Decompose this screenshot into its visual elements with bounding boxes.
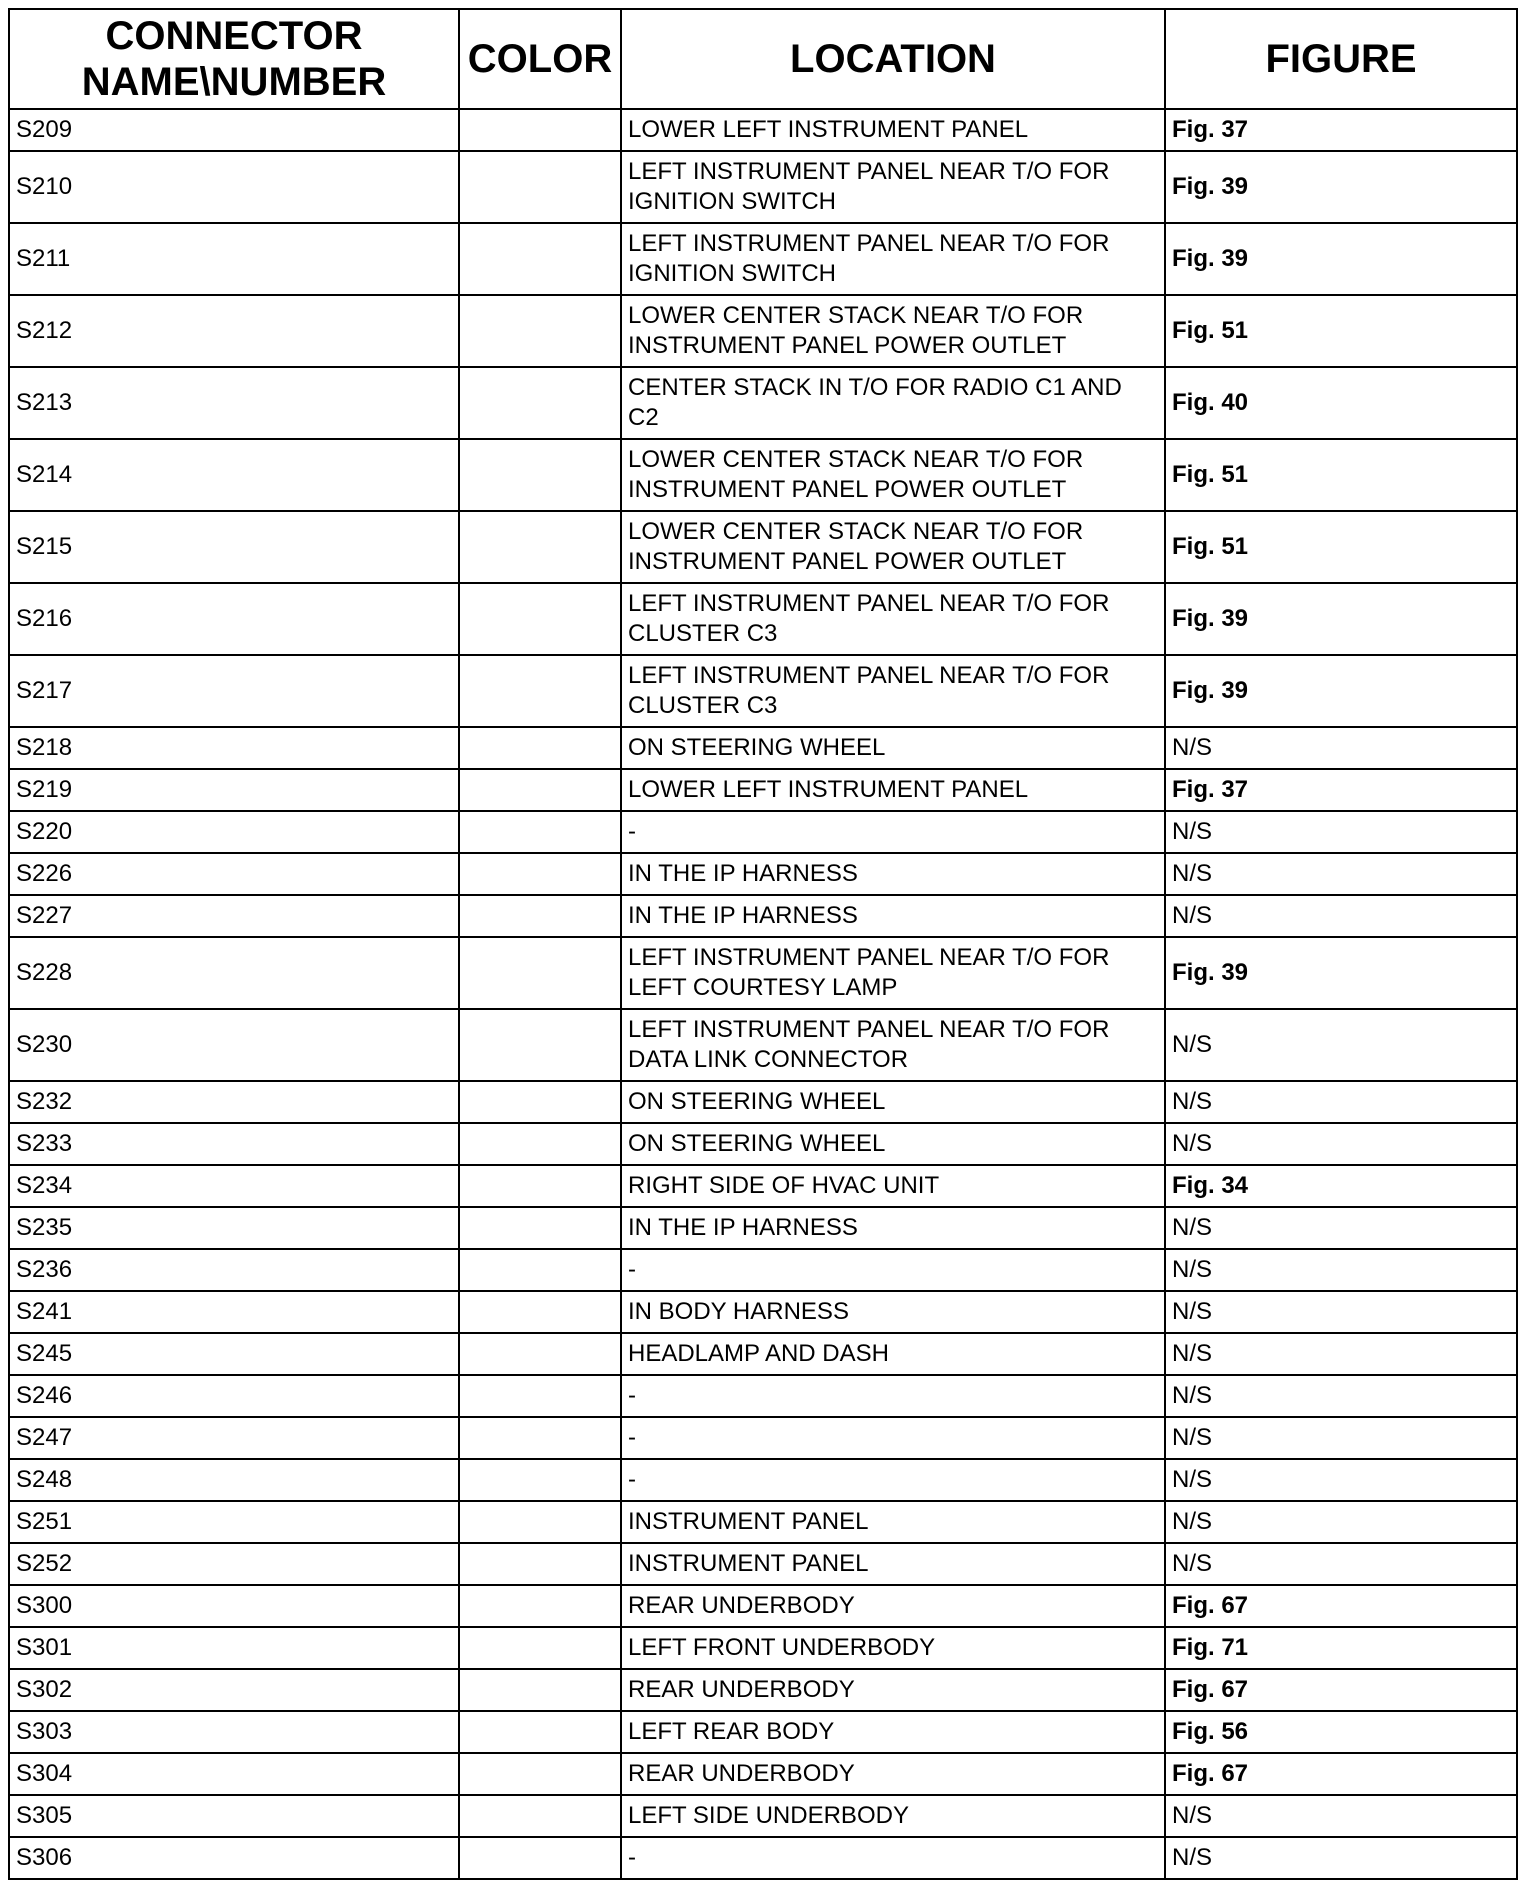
figure-cell: N/S: [1165, 1009, 1517, 1081]
figure-cell: Fig. 39: [1165, 937, 1517, 1009]
connector-cell: S247: [9, 1417, 459, 1459]
figure-cell: Fig. 34: [1165, 1165, 1517, 1207]
location-cell: IN THE IP HARNESS: [621, 853, 1165, 895]
table-row: [9, 1123, 1517, 1165]
color-cell: [459, 937, 621, 1009]
figure-cell: N/S: [1165, 727, 1517, 769]
color-cell: [459, 295, 621, 367]
table-row: [9, 1009, 1517, 1081]
figure-cell: Fig. 37: [1165, 769, 1517, 811]
color-cell: [459, 853, 621, 895]
table-row: [9, 853, 1517, 895]
figure-cell: N/S: [1165, 1501, 1517, 1543]
location-cell: LEFT INSTRUMENT PANEL NEAR T/O FOR CLUSTER C3: [621, 583, 1165, 655]
figure-cell: N/S: [1165, 1249, 1517, 1291]
color-cell: [459, 367, 621, 439]
connector-cell: S301: [9, 1627, 459, 1669]
connector-cell: S217: [9, 655, 459, 727]
figure-cell: Fig. 67: [1165, 1753, 1517, 1795]
location-cell: LEFT INSTRUMENT PANEL NEAR T/O FOR IGNITION SWITCH: [621, 151, 1165, 223]
table-row: [9, 1753, 1517, 1795]
connector-cell: S228: [9, 937, 459, 1009]
table-row: [9, 1459, 1517, 1501]
table-row: [9, 1627, 1517, 1669]
connector-cell: S252: [9, 1543, 459, 1585]
figure-cell: N/S: [1165, 1417, 1517, 1459]
color-cell: [459, 1753, 621, 1795]
figure-cell: Fig. 56: [1165, 1711, 1517, 1753]
table-row: [9, 727, 1517, 769]
figure-cell: N/S: [1165, 1081, 1517, 1123]
location-cell: -: [621, 1375, 1165, 1417]
color-cell: [459, 1291, 621, 1333]
color-cell: [459, 1081, 621, 1123]
connector-cell: S214: [9, 439, 459, 511]
location-cell: LEFT INSTRUMENT PANEL NEAR T/O FOR CLUSTER C3: [621, 655, 1165, 727]
color-cell: [459, 1417, 621, 1459]
table-row: [9, 1711, 1517, 1753]
location-cell: -: [621, 1459, 1165, 1501]
connector-cell: S220: [9, 811, 459, 853]
location-cell: ON STEERING WHEEL: [621, 727, 1165, 769]
location-cell: -: [621, 1417, 1165, 1459]
location-cell: INSTRUMENT PANEL: [621, 1543, 1165, 1585]
color-cell: [459, 1627, 621, 1669]
connector-cell: S230: [9, 1009, 459, 1081]
connector-cell: S219: [9, 769, 459, 811]
connector-cell: S300: [9, 1585, 459, 1627]
location-cell: LOWER CENTER STACK NEAR T/O FOR INSTRUMENT PANEL POWER OUTLET: [621, 295, 1165, 367]
color-cell: [459, 1669, 621, 1711]
location-cell: HEADLAMP AND DASH: [621, 1333, 1165, 1375]
table-row: [9, 1081, 1517, 1123]
figure-cell: N/S: [1165, 1459, 1517, 1501]
location-cell: INSTRUMENT PANEL: [621, 1501, 1165, 1543]
table-row: [9, 895, 1517, 937]
header-color: COLOR: [459, 9, 621, 109]
color-cell: [459, 1837, 621, 1879]
connector-cell: S215: [9, 511, 459, 583]
location-cell: REAR UNDERBODY: [621, 1753, 1165, 1795]
color-cell: [459, 727, 621, 769]
connector-cell: S234: [9, 1165, 459, 1207]
location-cell: LOWER CENTER STACK NEAR T/O FOR INSTRUMENT PANEL POWER OUTLET: [621, 511, 1165, 583]
table-row: [9, 109, 1517, 151]
location-cell: LOWER CENTER STACK NEAR T/O FOR INSTRUMENT PANEL POWER OUTLET: [621, 439, 1165, 511]
connector-cell: S218: [9, 727, 459, 769]
table-row: [9, 1249, 1517, 1291]
figure-cell: N/S: [1165, 853, 1517, 895]
color-cell: [459, 439, 621, 511]
connector-cell: S303: [9, 1711, 459, 1753]
figure-cell: Fig. 51: [1165, 295, 1517, 367]
table-row: [9, 655, 1517, 727]
header-location: LOCATION: [621, 9, 1165, 109]
table-row: [9, 583, 1517, 655]
location-cell: LEFT INSTRUMENT PANEL NEAR T/O FOR DATA LINK CONNECTOR: [621, 1009, 1165, 1081]
color-cell: [459, 1585, 621, 1627]
table-row: [9, 439, 1517, 511]
location-cell: IN BODY HARNESS: [621, 1291, 1165, 1333]
connector-cell: S209: [9, 109, 459, 151]
location-cell: LEFT SIDE UNDERBODY: [621, 1795, 1165, 1837]
color-cell: [459, 1795, 621, 1837]
table-row: [9, 223, 1517, 295]
table-row: [9, 1795, 1517, 1837]
table-row: [9, 367, 1517, 439]
connector-cell: S241: [9, 1291, 459, 1333]
connector-cell: S213: [9, 367, 459, 439]
color-cell: [459, 511, 621, 583]
color-cell: [459, 895, 621, 937]
connector-cell: S233: [9, 1123, 459, 1165]
color-cell: [459, 1333, 621, 1375]
table-row: [9, 1501, 1517, 1543]
table-row: [9, 1375, 1517, 1417]
connector-cell: S212: [9, 295, 459, 367]
location-cell: -: [621, 1249, 1165, 1291]
connector-cell: S211: [9, 223, 459, 295]
color-cell: [459, 151, 621, 223]
figure-cell: N/S: [1165, 1837, 1517, 1879]
location-cell: IN THE IP HARNESS: [621, 895, 1165, 937]
figure-cell: N/S: [1165, 1375, 1517, 1417]
connector-cell: S216: [9, 583, 459, 655]
color-cell: [459, 109, 621, 151]
table-row: [9, 1291, 1517, 1333]
figure-cell: N/S: [1165, 811, 1517, 853]
location-cell: LEFT INSTRUMENT PANEL NEAR T/O FOR LEFT COURTESY LAMP: [621, 937, 1165, 1009]
figure-cell: Fig. 40: [1165, 367, 1517, 439]
table-row: [9, 1585, 1517, 1627]
figure-cell: Fig. 37: [1165, 109, 1517, 151]
table-row: [9, 1543, 1517, 1585]
connector-cell: S305: [9, 1795, 459, 1837]
location-cell: LOWER LEFT INSTRUMENT PANEL: [621, 769, 1165, 811]
table-row: [9, 511, 1517, 583]
table-row: [9, 151, 1517, 223]
connector-cell: S235: [9, 1207, 459, 1249]
location-cell: -: [621, 811, 1165, 853]
color-cell: [459, 1459, 621, 1501]
location-cell: LOWER LEFT INSTRUMENT PANEL: [621, 109, 1165, 151]
figure-cell: Fig. 39: [1165, 223, 1517, 295]
figure-cell: Fig. 39: [1165, 655, 1517, 727]
connector-cell: S236: [9, 1249, 459, 1291]
connector-cell: S210: [9, 151, 459, 223]
table-row: [9, 295, 1517, 367]
color-cell: [459, 1165, 621, 1207]
color-cell: [459, 1123, 621, 1165]
table-body: [9, 109, 1517, 1879]
figure-cell: Fig. 51: [1165, 439, 1517, 511]
connector-cell: S246: [9, 1375, 459, 1417]
figure-cell: Fig. 71: [1165, 1627, 1517, 1669]
location-cell: LEFT FRONT UNDERBODY: [621, 1627, 1165, 1669]
figure-cell: Fig. 67: [1165, 1585, 1517, 1627]
table-header-row: [9, 9, 1517, 109]
figure-cell: N/S: [1165, 1333, 1517, 1375]
figure-cell: N/S: [1165, 1795, 1517, 1837]
location-cell: CENTER STACK IN T/O FOR RADIO C1 AND C2: [621, 367, 1165, 439]
connector-cell: S302: [9, 1669, 459, 1711]
table-row: [9, 1165, 1517, 1207]
location-cell: RIGHT SIDE OF HVAC UNIT: [621, 1165, 1165, 1207]
header-connector-name-number: CONNECTOR NAME\NUMBER: [9, 9, 459, 109]
figure-cell: N/S: [1165, 1291, 1517, 1333]
location-cell: LEFT INSTRUMENT PANEL NEAR T/O FOR IGNITION SWITCH: [621, 223, 1165, 295]
color-cell: [459, 223, 621, 295]
location-cell: REAR UNDERBODY: [621, 1585, 1165, 1627]
color-cell: [459, 655, 621, 727]
color-cell: [459, 1009, 621, 1081]
location-cell: REAR UNDERBODY: [621, 1669, 1165, 1711]
location-cell: -: [621, 1837, 1165, 1879]
color-cell: [459, 1249, 621, 1291]
color-cell: [459, 1375, 621, 1417]
figure-cell: N/S: [1165, 1207, 1517, 1249]
location-cell: IN THE IP HARNESS: [621, 1207, 1165, 1249]
table-row: [9, 1837, 1517, 1879]
table-row: [9, 811, 1517, 853]
connector-cell: S248: [9, 1459, 459, 1501]
figure-cell: Fig. 39: [1165, 583, 1517, 655]
figure-cell: Fig. 51: [1165, 511, 1517, 583]
table-row: [9, 1207, 1517, 1249]
connector-cell: S232: [9, 1081, 459, 1123]
location-cell: LEFT REAR BODY: [621, 1711, 1165, 1753]
figure-cell: N/S: [1165, 1543, 1517, 1585]
location-cell: ON STEERING WHEEL: [621, 1123, 1165, 1165]
table-row: [9, 1669, 1517, 1711]
connector-location-table: [8, 8, 1518, 1880]
color-cell: [459, 583, 621, 655]
color-cell: [459, 769, 621, 811]
location-cell: ON STEERING WHEEL: [621, 1081, 1165, 1123]
figure-cell: Fig. 67: [1165, 1669, 1517, 1711]
connector-cell: S251: [9, 1501, 459, 1543]
connector-cell: S226: [9, 853, 459, 895]
color-cell: [459, 1207, 621, 1249]
color-cell: [459, 1501, 621, 1543]
figure-cell: N/S: [1165, 895, 1517, 937]
color-cell: [459, 1543, 621, 1585]
figure-cell: N/S: [1165, 1123, 1517, 1165]
connector-cell: S245: [9, 1333, 459, 1375]
color-cell: [459, 1711, 621, 1753]
table-row: [9, 769, 1517, 811]
table-row: [9, 1417, 1517, 1459]
header-figure: FIGURE: [1165, 9, 1517, 109]
figure-cell: Fig. 39: [1165, 151, 1517, 223]
table-row: [9, 1333, 1517, 1375]
connector-cell: S227: [9, 895, 459, 937]
connector-cell: S304: [9, 1753, 459, 1795]
color-cell: [459, 811, 621, 853]
connector-cell: S306: [9, 1837, 459, 1879]
table-row: [9, 937, 1517, 1009]
